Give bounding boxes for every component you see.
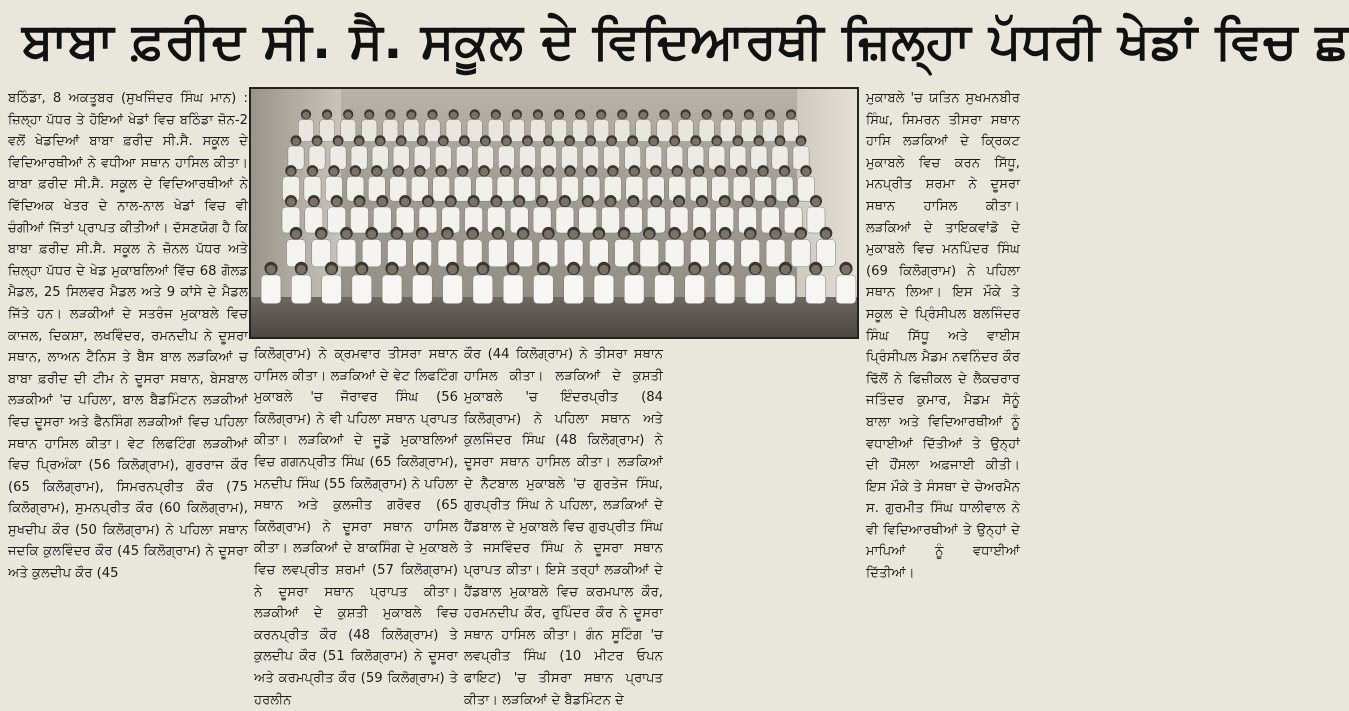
- student-figure: [715, 262, 735, 304]
- student-figure: [836, 262, 856, 304]
- student-figure: [530, 109, 545, 141]
- student-figure: [741, 109, 756, 141]
- student-figure: [678, 109, 693, 141]
- student-figure: [657, 109, 672, 141]
- student-figure: [497, 165, 514, 201]
- student-figure: [797, 165, 814, 201]
- student-figure: [564, 262, 584, 304]
- article-column-2: [248, 344, 458, 708]
- student-figure: [425, 109, 440, 141]
- student-figure: [404, 109, 419, 141]
- student-figure: [503, 262, 523, 304]
- student-figure: [412, 262, 432, 304]
- article-text: ਬਠਿੰਡਾ, 8 ਅਕਤੂਬਰ (ਸੁਖਜਿੰਦਰ ਸਿੰਘ ਮਾਨ) : ਜ਼ਿਲ੍ਹਾ ਪੱਧਰ ਤੇ ਹੋਇਆਂ ਖੇਡਾਂ ਵਿਚ ਬਠਿੰਡਾ ਜ਼ੋਨ-2 ਵਲੋਂ ਖੇਡਦਿਆਂ ਬਾਬਾ ਫ਼ਰੀਦ ਸੀ.ਸੈ. ਸਕੂਲ ਦੇ ਵਿਦਿਆਰਥੀਆਂ ਨੇ ਵਧੀਆ ਸਥਾਨ ਹਾਸਿਲ ਕੀਤਾ। ਬਾਬਾ ਫ਼ਰੀਦ ਸੀ.ਸੈ. ਸਕੂਲ ਦੇ ਵਿਦਿਆਰਥੀਆਂ ਨੇ ਵਿੱਦਿਅਕ ਖੇਤਰ ਦੇ ਨਾਲ-ਨਾਲ ਖੇਡਾਂ ਵਿਚ ਵੀ ਚੰਗੀਆਂ ਜਿੱਤਾਂ ਪ੍ਰਾਪਤ ਕੀਤੀਆਂ। ਦੱਸਣਯੋਗ ਹੈ ਕਿ ਬਾਬਾ ਫ਼ਰੀਦ ਸੀ.ਸੈ. ਸਕੂਲ ਨੇ ਜ਼ੋਨਲ ਪੱਧਰ ਅਤੇ ਜ਼ਿਲ੍ਹਾ ਪੱਧਰ ਦੇ ਖੇਡ ਮੁਕਾਬਲਿਆਂ ਵਿੱਚ 68 ਗੋਲਡ ਮੈਡਲ, 25 ਸਿਲਵਰ ਮੈਡਲ ਅਤੇ 9 ਕਾਂਸੇ ਦੇ ਮੈਡਲ ਜਿੱਤੇ ਹਨ। ਲੜਕੀਆਂ ਦੇ ਸਤਰੰਜ ਮੁਕਾਬਲੇ ਵਿਚ ਕਾਜਲ, ਦਿਕਸ਼ਾ, ਲਖਵਿੰਦਰ, ਰਮਨਦੀਪ ਨੇ ਦੂਸਰਾ ਸਥਾਨ, ਲਾਅਨ ਟੈਨਿਸ ਤੇ ਬੈਸ ਬਾਲ ਲੜਕਿਆਂ ਚ ਬਾਬਾ ਫ਼ਰੀਦ ਦੀ ਟੀਮ ਨੇ ਦੂਸਰਾ ਸਥਾਨ, ਬੇਸਬਾਲ ਲੜਕੀਆਂ 'ਚ ਪਹਿਲਾ, ਬਾਲ ਬੈਡਮਿੰਟਨ ਲੜਕੀਆਂ ਵਿਚ ਦੂਸਰਾ ਅਤੇ ਫੈਨਸਿੰਗ ਲੜਕੀਆਂ ਵਿਚ ਪਹਿਲਾ ਸਥਾਨ ਹਾਸਿਲ ਕੀਤਾ। ਵੇਟ ਲਿਫਟਿੰਗ ਲੜਕੀਆਂ ਵਿਚ ਪ੍ਰਿਅੰਕਾ (56 ਕਿਲੋਗ੍ਰਾਮ), ਗੁਰਰਾਜ ਕੌਰ (65 ਕਿਲੋਗ੍ਰਾਮ), ਸਿਮਰਨਪ੍ਰੀਤ ਕੌਰ (75 ਕਿਲੋਗ੍ਰਾਮ), ਸੁਮਨਪ੍ਰੀਤ ਕੌਰ (60 ਕਿਲੋਗ੍ਰਾਮ), ਸੁਖਦੀਪ ਕੌਰ (50 ਕਿਲੋਗ੍ਰਾਮ) ਨੇ ਪਹਿਲਾ ਸਥਾਨ ਜਦਕਿ ਕੁਲਵਿੰਦਰ ਕੌਰ (45 ਕਿਲੋਗ੍ਰਾਮ) ਨੇ ਦੂਸਰਾ ਅਤੇ ਕੁਲਦੀਪ ਕੌਰ (45: [8, 91, 248, 582]
- article-text: ਮੁਕਾਬਲੇ 'ਚ ਯਤਿਨ ਸੁਖਮਨਬੀਰ ਸਿੰਘ, ਸਿਮਰਨ ਤੀਸਰਾ ਸਥਾਨ ਹਾਸਿ ਲੜਕਿਆਂ ਦੇ ਕ੍ਰਿਕਟ ਮੁਕਾਬਲੇ ਵਿਚ ਕਰਨ ਸਿੱਧੂ, ਮਨਪ੍ਰੀਤ ਸ਼ਰਮਾ ਨੇ ਦੂਸਰਾ ਸਥਾਨ ਹਾਸਿਲ ਕੀਤਾ। ਲੜਕਿਆਂ ਦੇ ਤਾਇਕਵਾਂਡੋ ਦੇ ਮੁਕਾਬਲੇ ਵਿਚ ਮਨਪਿੰਦਰ ਸਿੰਘ (69 ਕਿਲੋਗ੍ਰਾਮ) ਨੇ ਪਹਿਲਾ ਸਥਾਨ ਲਿਆ। ਇਸ ਮੌਕੇ ਤੇ ਸਕੂਲ ਦੇ ਪ੍ਰਿੰਸੀਪਲ ਬਲਜਿੰਦਰ ਸਿੰਘ ਸਿੱਧੂ ਅਤੇ ਵਾਈਸ ਪ੍ਰਿੰਸੀਪਲ ਮੈਡਮ ਨਵਨਿੰਦਰ ਕੌਰ ਢਿੱਲੋਂ ਨੇ ਫਿਜ਼ੀਕਲ ਦੇ ਲੈਕਚਰਾਰ ਜਤਿੰਦਰ ਕੁਮਾਰ, ਮੈਡਮ ਸੋਨੂੰ ਬਾਲਾ ਅਤੇ ਵਿਦਿਆਰਥੀਆਂ ਨੂੰ ਵਧਾਈਆਂ ਦਿੱਤੀਆਂ ਤੇ ਉਨ੍ਹਾਂ ਦੀ ਹੌਂਸਲਾ ਅਫ਼ਜਾਈ ਕੀਤੀ। ਇਸ ਮੌਕੇ ਤੇ ਸੰਸਥਾ ਦੇ ਚੇਅਰਮੈਨ ਸ. ਗੁਰਮੀਤ ਸਿੰਘ ਧਾਲੀਵਾਲ ਨੇ ਵੀ ਵਿਦਿਆਰਥੀਆਂ ਤੇ ਉਨ੍ਹਾਂ ਦੇ ਮਾਪਿਆਂ ਨੂੰ ਵਧਾਈਆਂ ਦਿੱਤੀਆਂ।: [866, 91, 1020, 582]
- student-figure: [443, 262, 463, 304]
- student-figure: [762, 109, 777, 141]
- article-column-5: [862, 88, 1020, 676]
- group-photo-icon: [251, 89, 861, 341]
- student-figure: [783, 109, 798, 141]
- student-figure: [341, 109, 356, 141]
- student-figure: [383, 109, 398, 141]
- student-figure: [776, 262, 796, 304]
- student-figure: [699, 109, 714, 141]
- student-figure: [572, 109, 587, 141]
- student-figure: [454, 165, 471, 201]
- student-figure: [655, 262, 675, 304]
- student-figure: [322, 262, 342, 304]
- student-figure: [685, 262, 705, 304]
- student-figure: [352, 262, 372, 304]
- student-figure: [533, 262, 553, 304]
- student-figure: [745, 262, 765, 304]
- article-column-1: [8, 88, 248, 676]
- student-figure: [594, 262, 614, 304]
- headline: ਬਾਬਾ ਫ਼ਰੀਦ ਸੀ. ਸੈ. ਸਕੂਲ ਦੇ ਵਿਦਿਆਰਥੀ ਜ਼ਿਲ੍ਹਾ ਪੱਧਰੀ ਖੇਡਾਂ ਵਿਚ ਛ: [22, 12, 1349, 70]
- student-figure: [509, 109, 524, 141]
- student-figure: [473, 262, 493, 304]
- student-figure: [615, 109, 630, 141]
- student-figure: [298, 109, 313, 141]
- student-figure: [488, 109, 503, 141]
- student-figure: [261, 262, 281, 304]
- student-figure: [806, 262, 826, 304]
- student-figure: [624, 262, 644, 304]
- student-figure: [382, 262, 402, 304]
- student-figure: [594, 109, 609, 141]
- article-text: ਕਿਲੋਗ੍ਰਾਮ) ਨੇ ਕ੍ਰਮਵਾਰ ਤੀਸਰਾ ਸਥਾਨ ਹਾਸਿਲ ਕੀਤਾ। ਲੜਕਿਆਂ ਦੇ ਵੇਟ ਲਿਫਟਿੰਗ ਮੁਕਾਬਲੇ 'ਚ ਜੋਰਾਵਰ ਸਿੰਘ (56 ਕਿਲੋਗ੍ਰਾਮ) ਨੇ ਵੀ ਪਹਿਲਾ ਸਥਾਨ ਪ੍ਰਾਪਤ ਕੀਤਾ। ਲੜਕਿਆਂ ਦੇ ਜੂਡੋ ਮੁਕਾਬਲਿਆਂ ਵਿਚ ਗਗਨਪ੍ਰੀਤ ਸਿੰਘ (65 ਕਿਲੋਗ੍ਰਾਮ), ਮਨਦੀਪ ਸਿੰਘ (55 ਕਿਲੋਗ੍ਰਾਮ) ਨੇ ਪਹਿਲਾ ਸਥਾਨ ਅਤੇ ਕੁਲਜੀਤ ਗਰੋਵਰ (65 ਕਿਲੋਗ੍ਰਾਮ) ਨੇ ਦੂਸਰਾ ਸਥਾਨ ਹਾਸਿਲ ਕੀਤਾ। ਲੜਕਿਆਂ ਦੇ ਬਾਕਸਿੰਗ ਦੇ ਮੁਕਾਬਲੇ ਵਿਚ ਲਵਪ੍ਰੀਤ ਸ਼ਰਮਾਂ (57 ਕਿਲੋਗ੍ਰਾਮ) ਨੇ ਦੂਸਰਾ ਸਥਾਨ ਪ੍ਰਾਪਤ ਕੀਤਾ। ਲੜਕੀਆਂ ਦੇ ਕੁਸ਼ਤੀ ਮੁਕਾਬਲੇ ਵਿਚ ਕਰਨਪ੍ਰੀਤ ਕੌਰ (48 ਕਿਲੋਗ੍ਰਾਮ) ਤੇ ਕੁਲਦੀਪ ਕੌਰ (51 ਕਿਲੋਗ੍ਰਾਮ) ਨੇ ਦੂਸਰਾ ਅਤੇ ਕਰਮਪ੍ਰੀਤ ਕੌਰ (59 ਕਿਲੋਗ੍ਰਾਮ) ਤੇ ਹਰਲੀਨ: [254, 347, 458, 708]
- article-column-3: [458, 344, 663, 708]
- student-figure: [319, 109, 334, 141]
- student-figure: [446, 109, 461, 141]
- student-figure: [433, 165, 450, 201]
- article-text: ਕੌਰ (44 ਕਿਲੋਗ੍ਰਾਮ) ਨੇ ਤੀਸਰਾ ਸਥਾਨ ਹਾਸਿਲ ਕੀਤਾ। ਲੜਕਿਆਂ ਦੇ ਕੁਸ਼ਤੀ ਮੁਕਾਬਲੇ 'ਚ ਇੰਦਰਪ੍ਰੀਤ (84 ਕਿਲੋਗ੍ਰਾਮ) ਨੇ ਪਹਿਲਾ ਸਥਾਨ ਅਤੇ ਕੁਲਜਿੰਦਰ ਸਿੰਘ (48 ਕਿਲੋਗ੍ਰਾਮ) ਨੇ ਦੂਸਰਾ ਸਥਾਨ ਹਾਸਿਲ ਕੀਤਾ। ਲੜਕਿਆਂ ਦੇ ਨੈੱਟਬਾਲ ਮੁਕਾਬਲੇ 'ਚ ਗੁਰਤੇਜ ਸਿੰਘ, ਗੁਰਪ੍ਰੀਤ ਸਿੰਘ ਨੇ ਪਹਿਲਾ, ਲੜਕਿਆਂ ਦੇ ਹੈਂਡਬਾਲ ਦੇ ਮੁਕਾਬਲੇ ਵਿਚ ਗੁਰਪ੍ਰੀਤ ਸਿੰਘ ਤੇ ਜਸਵਿੰਦਰ ਸਿੰਘ ਨੇ ਦੂਸਰਾ ਸਥਾਨ ਪ੍ਰਾਪਤ ਕੀਤਾ। ਇਸੇ ਤਰ੍ਹਾਂ ਲੜਕੀਆਂ ਦੇ ਹੈਂਡਬਾਲ ਮੁਕਾਬਲੇ ਵਿਚ ਕਰਮਪਾਲ ਕੌਰ, ਹਰਮਨਦੀਪ ਕੌਰ, ਰੁਪਿੰਦਰ ਕੌਰ ਨੇ ਦੂਸਰਾ ਸਥਾਨ ਹਾਸਿਲ ਕੀਤਾ। ਗੰਨ ਸੂਟਿੰਗ 'ਚ ਲਵਪ੍ਰੀਤ ਸਿੰਘ (10 ਮੀਟਰ ਓਪਨ ਫਾਇਟ) 'ਚ ਤੀਸਰਾ ਸਥਾਨ ਪ੍ਰਾਪਤ ਕੀਤਾ। ਲੜਕਿਆਂ ਦੇ ਬੈਡਮਿੰਟਨ ਦੇ: [464, 347, 663, 708]
- student-figure: [362, 109, 377, 141]
- group-photo: [249, 87, 859, 339]
- student-figure: [551, 109, 566, 141]
- student-figure: [467, 109, 482, 141]
- student-figure: [476, 165, 493, 201]
- student-figure: [636, 109, 651, 141]
- article-column-4: [663, 344, 862, 676]
- student-figure: [720, 109, 735, 141]
- student-figure: [291, 262, 311, 304]
